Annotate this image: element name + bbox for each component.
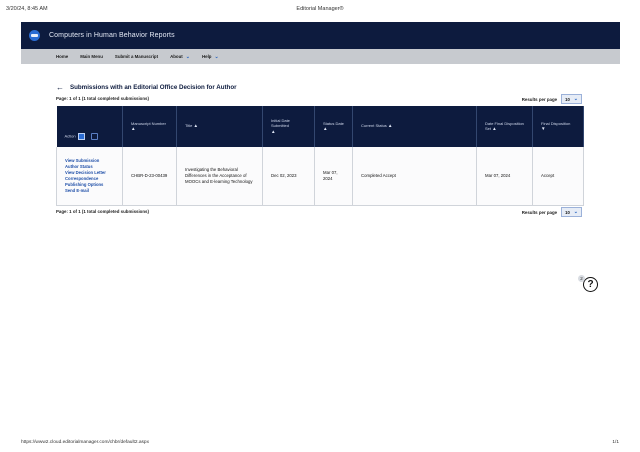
nav-main-menu[interactable] [80,54,103,59]
help-badge: 2 [578,275,585,282]
header-title-label: Title [185,123,193,129]
help-icon: ? [587,279,594,290]
chevron-down-icon: ⌄ [214,53,219,60]
cell-actions [57,147,123,206]
table-row [57,147,584,206]
results-per-page-label: Results per page [521,96,558,102]
cell-initial-date: Dec 02, 2023 [263,147,315,206]
page-info-top: Page: 1 of 1 (1 total completed submissions) [56,96,149,101]
header-status-date[interactable] [315,106,353,147]
header-final-disposition[interactable] [533,106,584,147]
view-submission-link[interactable]: View Submission [65,157,100,163]
cell-status-date: Mar 07, 2024 [315,147,353,206]
nav-home-label: Home [56,54,69,59]
sort-asc-icon[interactable]: ▲ [492,126,497,132]
header-manuscript-number-label: Manuscript Number [131,120,166,126]
sort-asc-icon[interactable]: ▲ [193,123,199,129]
nav-submit-label: Submit a Manuscript [114,54,159,59]
publishing-options-link[interactable]: Publishing Options [65,182,104,188]
page-title [56,83,237,92]
nav-about-label: About [170,54,183,59]
sort-asc-icon[interactable]: ▲ [131,126,136,132]
author-status-link[interactable]: Author Status [65,163,93,169]
header-status-date-label: Status Date [323,120,344,126]
sort-asc-icon[interactable]: ▲ [323,126,328,132]
cell-final-disposition-date: Mar 07, 2024 [477,147,533,206]
print-timestamp: 3/20/24, 8:45 AM [6,6,48,12]
header-current-status[interactable] [353,106,477,147]
chevron-down-icon: ⌄ [573,209,578,215]
sort-asc-icon[interactable]: ▲ [271,128,276,134]
header-final-disposition-label: Final Disposition [541,120,571,126]
nav-home[interactable] [56,54,68,59]
nav-submit-manuscript[interactable] [115,54,158,59]
header-final-disposition-date-label: Date Final Disposition Set [485,120,524,132]
header-title[interactable] [177,106,263,147]
header-initial-date-label: Initial Date Submitted [271,118,290,129]
main-nav [21,49,620,64]
results-per-page-value: 10 [565,96,570,102]
back-arrow-icon[interactable]: ← [56,83,64,92]
print-page-title: Editorial Manager® [296,6,344,12]
nav-help[interactable] [202,54,219,60]
results-per-page-top [522,94,582,104]
print-page-number: 1/1 [612,440,619,445]
results-per-page-label: Results per page [521,209,558,215]
results-per-page-select[interactable] [561,94,582,104]
journal-header [21,22,620,49]
cell-manuscript-number: CHBR-D-23-00439 [123,147,177,206]
results-per-page-select[interactable] [561,207,582,217]
sort-asc-icon[interactable]: ▲ [387,123,393,129]
cell-final-disposition: Accept [533,147,584,206]
view-decision-letter-link[interactable]: View Decision Letter [65,169,106,175]
send-email-link[interactable]: Send E-mail [65,188,89,194]
nav-help-label: Help [201,54,212,59]
cell-current-status: Completed Accept [353,147,477,206]
chevron-down-icon: ⌄ [185,53,190,60]
header-action [57,106,123,147]
chevron-down-icon: ⌄ [573,96,578,102]
header-final-disposition-date[interactable] [477,106,533,147]
header-current-status-label: Current Status [361,123,387,129]
select-all-checkbox[interactable] [78,133,85,140]
header-action-label: Action [64,133,76,139]
results-per-page-bottom [522,207,582,217]
journal-logo-icon[interactable] [29,30,40,41]
table-header-row [57,106,584,147]
help-button[interactable] [583,277,598,292]
nav-about[interactable] [170,54,190,60]
print-url: https://www2.cloud.editorialmanager.com/chbr/default2.aspx [21,440,149,445]
page-info-bottom: Page: 1 of 1 (1 total completed submissions) [56,209,149,214]
header-initial-date[interactable] [263,106,315,147]
correspondence-link[interactable]: Correspondence [65,176,99,181]
sort-icon[interactable]: ▼ [541,126,546,132]
journal-name[interactable]: Computers in Human Behavior Reports [49,32,175,39]
print-header [6,6,634,16]
cell-title: Investigating the Behavioral Differences in the Acceptance of MOOCs and E-learning Technology [177,147,263,206]
page-title-text: Submissions with an Editorial Office Decision for Author [70,84,237,91]
results-per-page-value: 10 [565,209,570,215]
submissions-table [56,106,584,206]
header-manuscript-number[interactable] [123,106,177,147]
nav-main-menu-label: Main Menu [80,54,103,59]
action-menu-icon[interactable] [91,133,98,140]
